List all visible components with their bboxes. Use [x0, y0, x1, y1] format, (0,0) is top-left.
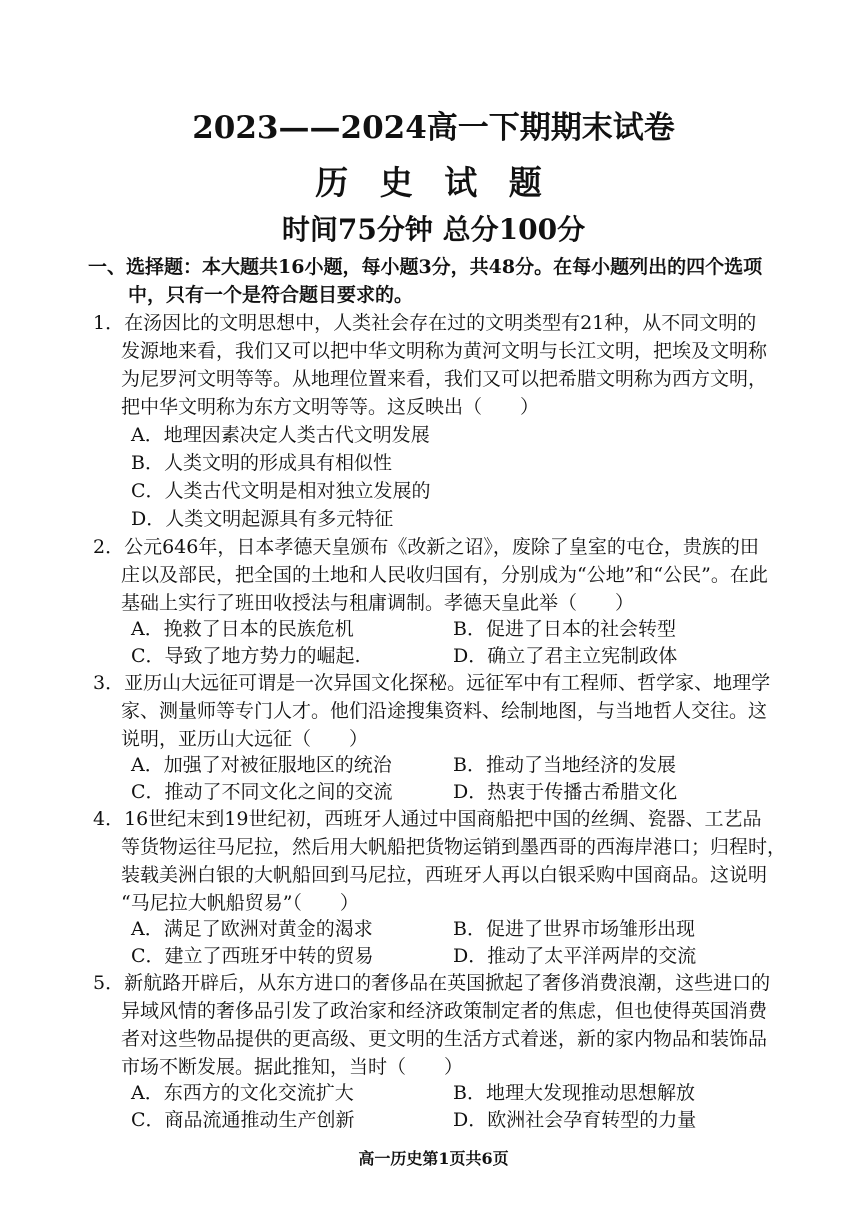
question-text-line: 4．16世纪末到19世纪初，西班牙人通过中国商船把中国的丝绸、瓷器、工艺品	[93, 808, 762, 830]
question-text-line: 庄以及部民，把全国的土地和人民收归国有，分别成为“公地”和“公民”。在此	[121, 564, 768, 586]
option-d: D．热衷于传播古希腊文化	[453, 781, 678, 803]
option-b: B．促进了世界市场雏形出现	[453, 918, 695, 940]
option-c: C．推动了不同文化之间的交流	[131, 781, 393, 803]
question-text-line: 者对这些物品提供的更高级、更文明的生活方式着迷，新的家内物品和装饰品	[121, 1028, 768, 1050]
option-b: B．人类文明的形成具有相似性	[131, 452, 392, 474]
option-a: A．加强了对被征服地区的统治	[131, 754, 392, 776]
option-a: A．东西方的文化交流扩大	[131, 1082, 354, 1104]
question-text-line: “马尼拉大帆船贸易”（ ）	[121, 892, 359, 914]
option-b: B．促进了日本的社会转型	[453, 618, 676, 640]
option-b: B．推动了当地经济的发展	[453, 754, 676, 776]
option-c: C．建立了西班牙中转的贸易	[131, 945, 374, 967]
question-text-line: 发源地来看，我们又可以把中华文明称为黄河文明与长江文明，把埃及文明称	[121, 340, 768, 362]
question-text-line: 5．新航路开辟后，从东方进口的奢侈品在英国掀起了奢侈消费浪潮，这些进口的	[93, 972, 771, 994]
question-text-line: 2．公元646年，日本孝德天皇颁布《改新之诏》，废除了皇室的屯仓，贵族的田	[93, 536, 759, 558]
option-d: D．推动了太平洋两岸的交流	[453, 945, 697, 967]
option-d: D．欧洲社会孕育转型的力量	[453, 1109, 697, 1131]
option-a: A．挽救了日本的民族危机	[131, 618, 354, 640]
option-c: C．人类古代文明是相对独立发展的	[131, 480, 431, 502]
time-score: 时间75分钟 总分100分	[281, 213, 586, 246]
question-text-line: 说明，亚历山大远征（ ）	[121, 728, 369, 750]
question-text-line: 等货物运往马尼拉，然后用大帆船把货物运销到墨西哥的西海岸港口；归程时，	[121, 836, 787, 858]
subject-title: 历 史 试 题	[315, 163, 552, 202]
question-text-line: 为尼罗河文明等等。从地理位置来看，我们又可以把希腊文明称为西方文明，	[121, 368, 768, 390]
option-b: B．地理大发现推动思想解放	[453, 1082, 695, 1104]
option-a: A．地理因素决定人类古代文明发展	[131, 424, 430, 446]
question-text-line: 装载美洲白银的大帆船回到马尼拉，西班牙人再以白银采购中国商品。这说明	[121, 864, 768, 886]
section-instruction-line-1: 一、选择题：本大题共16小题，每小题3分，共48分。在每小题列出的四个选项	[88, 256, 763, 278]
page-footer: 高一历史第1页共6页	[358, 1149, 509, 1168]
question-text-line: 异域风情的奢侈品引发了政治家和经济政策制定者的焦虑，但也使得英国消费	[121, 1000, 768, 1022]
question-text-line: 3．亚历山大远征可谓是一次异国文化探秘。远征军中有工程师、哲学家、地理学	[93, 672, 771, 694]
option-a: A．满足了欧洲对黄金的渴求	[131, 918, 373, 940]
section-instruction-line-2: 中，只有一个是符合题目要求的。	[128, 284, 414, 306]
exam-title: 2023——2024高一下期期末试卷	[192, 110, 675, 146]
question-text-line: 基础上实行了班田收授法与租庸调制。孝德天皇此举（ ）	[121, 592, 635, 614]
question-text-line: 市场不断发展。据此推知，当时（ ）	[121, 1056, 464, 1078]
option-c: C．商品流通推动生产创新	[131, 1109, 355, 1131]
option-d: D．人类文明起源具有多元特征	[131, 508, 394, 530]
question-text-line: 把中华文明称为东方文明等等。这反映出（ ）	[121, 396, 540, 418]
option-c: C．导致了地方势力的崛起.	[131, 645, 361, 667]
question-text-line: 家、测量师等专门人才。他们沿途搜集资料、绘制地图，与当地哲人交往。这	[121, 700, 768, 722]
question-text-line: 1．在汤因比的文明思想中，人类社会存在过的文明类型有21种，从不同文明的	[93, 312, 757, 334]
option-d: D．确立了君主立宪制政体	[453, 645, 678, 667]
